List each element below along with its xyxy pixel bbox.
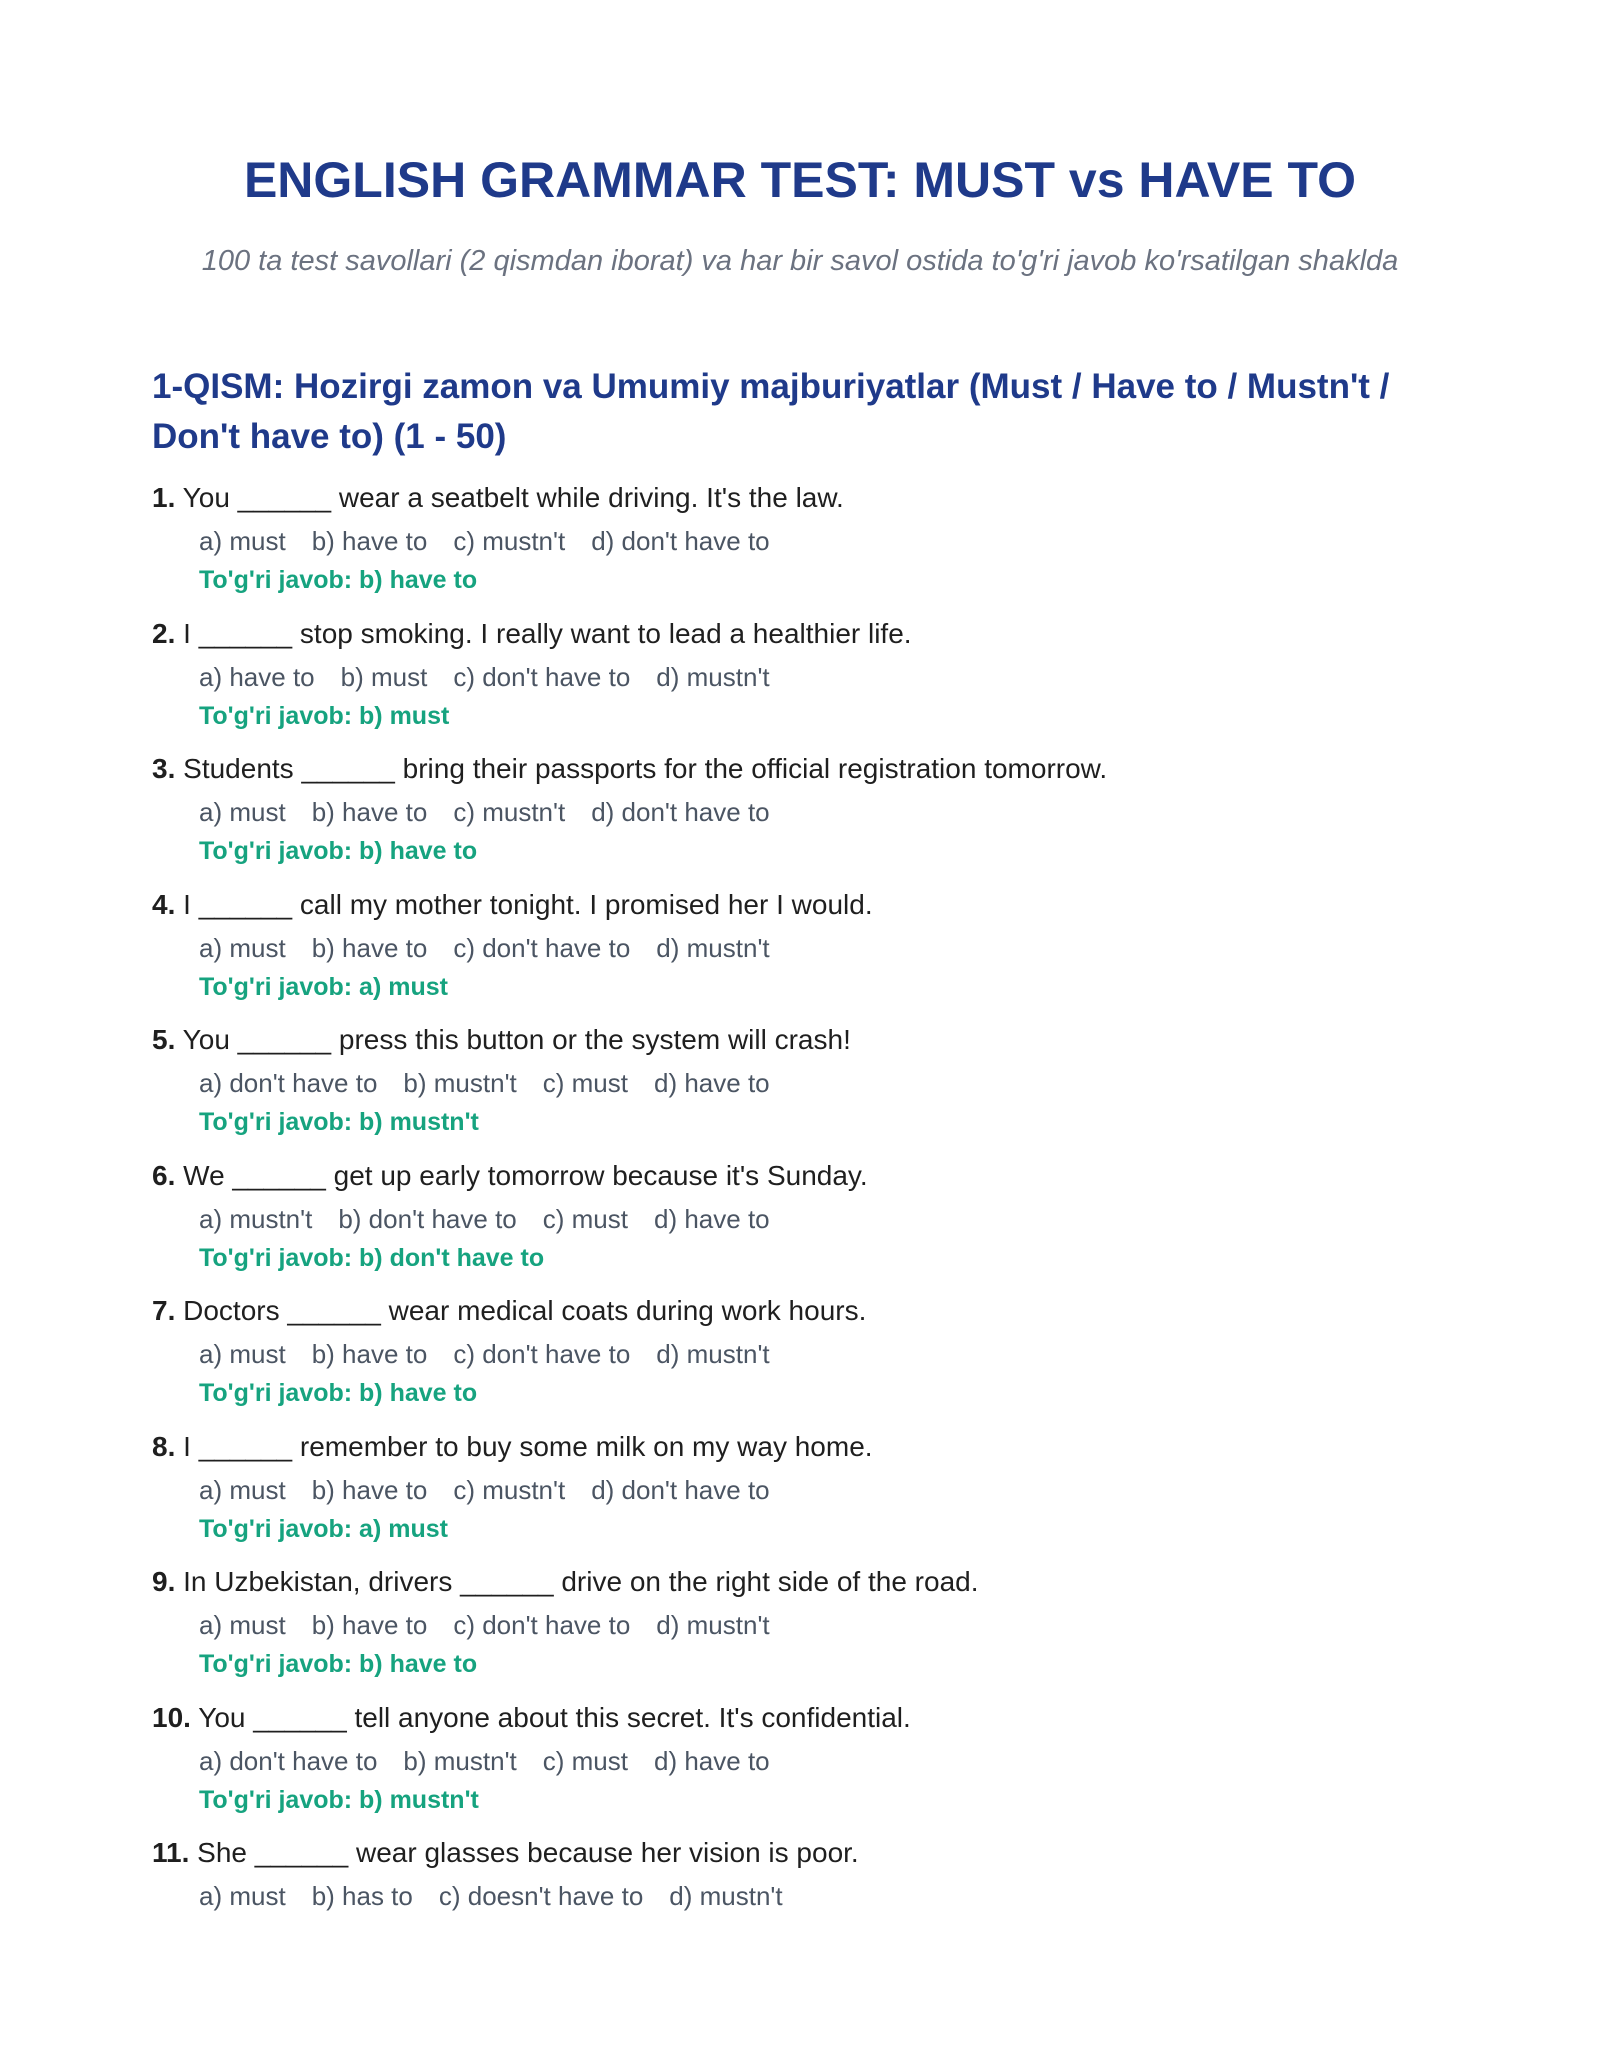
answer-options [199,930,796,966]
question-number: 11. [152,1837,190,1868]
question-number: 6. [152,1159,176,1191]
answer-option: b) have to [311,797,428,827]
question-number: 9. [152,1566,176,1597]
answer-option: d) mustn't [656,1339,770,1369]
answer-option: d) mustn't [656,661,770,692]
question-text: Doctors ______ wear medical coats during work hours. [183,1295,867,1326]
answer-option: a) must [199,1474,286,1505]
answer-option: c) don't have to [453,1339,631,1369]
answer-option: d) don't have to [591,526,770,556]
question-number: 3. [152,753,176,784]
correct-answer: To'g'ri javob: b) have to [199,837,478,865]
question-item [152,1020,1472,1156]
question-number: 1. [152,482,176,513]
question-text: You ______ press this button or the system will crash! [182,1024,851,1055]
correct-answer: To'g'ri javob: b) have to [199,1379,478,1407]
section-heading-line2: Don't have to) (1 - 50) [152,417,507,456]
answer-option: c) doesn't have to [438,1881,644,1911]
correct-answer: To'g'ri javob: b) have to [199,1650,478,1678]
correct-answer: To'g'ri javob: b) have to [199,566,478,594]
answer-option: b) have to [311,1339,428,1369]
question-item [152,1698,1472,1834]
answer-options [199,523,796,559]
answer-option: a) don't have to [199,1745,378,1776]
answer-options [199,794,796,830]
question-stem [152,1020,851,1060]
answer-option: d) don't have to [591,797,770,827]
question-stem [152,1698,911,1738]
answer-options [199,1743,796,1779]
answer-option: c) don't have to [453,932,631,963]
answer-option: a) must [199,1610,286,1640]
question-number: 10. [152,1701,191,1733]
answer-option: a) have to [199,661,315,692]
answer-option: d) don't have to [591,1474,770,1505]
answer-option: a) must [199,526,286,556]
answer-option: b) have to [311,1610,428,1640]
answer-option: b) don't have to [338,1203,517,1234]
correct-answer: To'g'ri javob: a) must [199,972,448,1001]
question-text: We ______ get up early tomorrow because it's Sunday. [183,1159,868,1191]
answer-option: b) have to [311,932,428,963]
answer-option: b) have to [311,526,428,556]
question-number: 7. [152,1295,176,1326]
question-list [152,478,1472,1969]
answer-option: b) must [340,661,428,692]
answer-option: d) have to [654,1745,770,1776]
answer-option: d) mustn't [656,1610,770,1640]
question-text: I ______ stop smoking. I really want to lead a healthier life. [183,617,912,649]
answer-option: c) must [542,1068,628,1098]
question-stem [152,1562,979,1602]
answer-options [199,659,796,695]
question-item [152,1833,1472,1969]
answer-option: c) don't have to [453,661,631,692]
question-number: 4. [152,888,176,920]
question-stem [152,478,844,518]
question-item [152,885,1472,1021]
question-text: You ______ wear a seatbelt while driving. It's the law. [182,482,844,513]
answer-option: d) have to [654,1068,770,1098]
question-stem [152,749,1107,789]
section-heading [152,362,1472,462]
answer-option: a) must [199,1881,286,1911]
question-item [152,749,1472,885]
question-item [152,1562,1472,1698]
question-text: You ______ tell anyone about this secret. It's confidential. [198,1701,911,1733]
section-heading-line1: 1-QISM: Hozirgi zamon va Umumiy majburiyatlar (Must / Have to / Mustn't / [152,367,1390,406]
question-stem [152,614,912,654]
answer-option: c) don't have to [453,1610,631,1640]
page-subtitle: 100 ta test savollari (2 qismdan iborat) va har bir savol ostida to'g'ri javob ko'rsatilgan shaklda [201,245,1399,277]
answer-option: d) have to [654,1203,770,1234]
answer-option: b) has to [311,1881,413,1911]
question-item [152,614,1472,750]
correct-answer: To'g'ri javob: b) don't have to [199,1243,545,1272]
question-item [152,1156,1472,1292]
answer-option: c) mustn't [453,526,566,556]
question-text: Students ______ bring their passports for the official registration tomorrow. [183,753,1108,784]
question-item [152,1427,1472,1563]
answer-options [199,1201,796,1237]
question-stem [152,885,873,925]
correct-answer: To'g'ri javob: b) mustn't [199,1108,479,1136]
answer-option: c) must [542,1203,628,1234]
question-item [152,1291,1472,1427]
answer-option: d) mustn't [656,932,770,963]
question-stem [152,1291,866,1331]
answer-option: b) mustn't [403,1068,517,1098]
answer-options [199,1065,796,1101]
question-item [152,478,1472,614]
question-number: 2. [152,617,176,649]
answer-options [199,1607,796,1643]
answer-option: a) mustn't [199,1203,313,1234]
answer-options [199,1472,796,1508]
answer-option: b) have to [311,1474,428,1505]
question-text: I ______ remember to buy some milk on my way home. [183,1430,873,1462]
answer-option: a) must [199,932,286,963]
answer-options [199,1336,796,1372]
answer-option: a) must [199,1339,286,1369]
question-stem [152,1427,873,1467]
answer-option: d) mustn't [669,1881,783,1911]
question-text: In Uzbekistan, drivers ______ drive on the right side of the road. [183,1566,979,1597]
question-text: I ______ call my mother tonight. I promised her I would. [183,888,873,920]
answer-option: c) must [542,1745,628,1776]
answer-option: c) mustn't [453,1474,566,1505]
question-number: 8. [152,1430,176,1462]
correct-answer: To'g'ri javob: a) must [199,1514,448,1543]
correct-answer: To'g'ri javob: b) must [199,701,450,730]
question-stem [152,1156,868,1196]
answer-option: a) must [199,797,286,827]
question-number: 5. [152,1024,176,1055]
answer-options [199,1878,809,1914]
page-title: ENGLISH GRAMMAR TEST: MUST vs HAVE TO [243,152,1357,208]
answer-option: b) mustn't [403,1745,517,1776]
answer-option: c) mustn't [453,797,566,827]
question-stem [152,1833,859,1873]
correct-answer: To'g'ri javob: b) mustn't [199,1785,479,1814]
answer-option: a) don't have to [199,1068,378,1098]
question-text: She ______ wear glasses because her vision is poor. [197,1837,859,1868]
